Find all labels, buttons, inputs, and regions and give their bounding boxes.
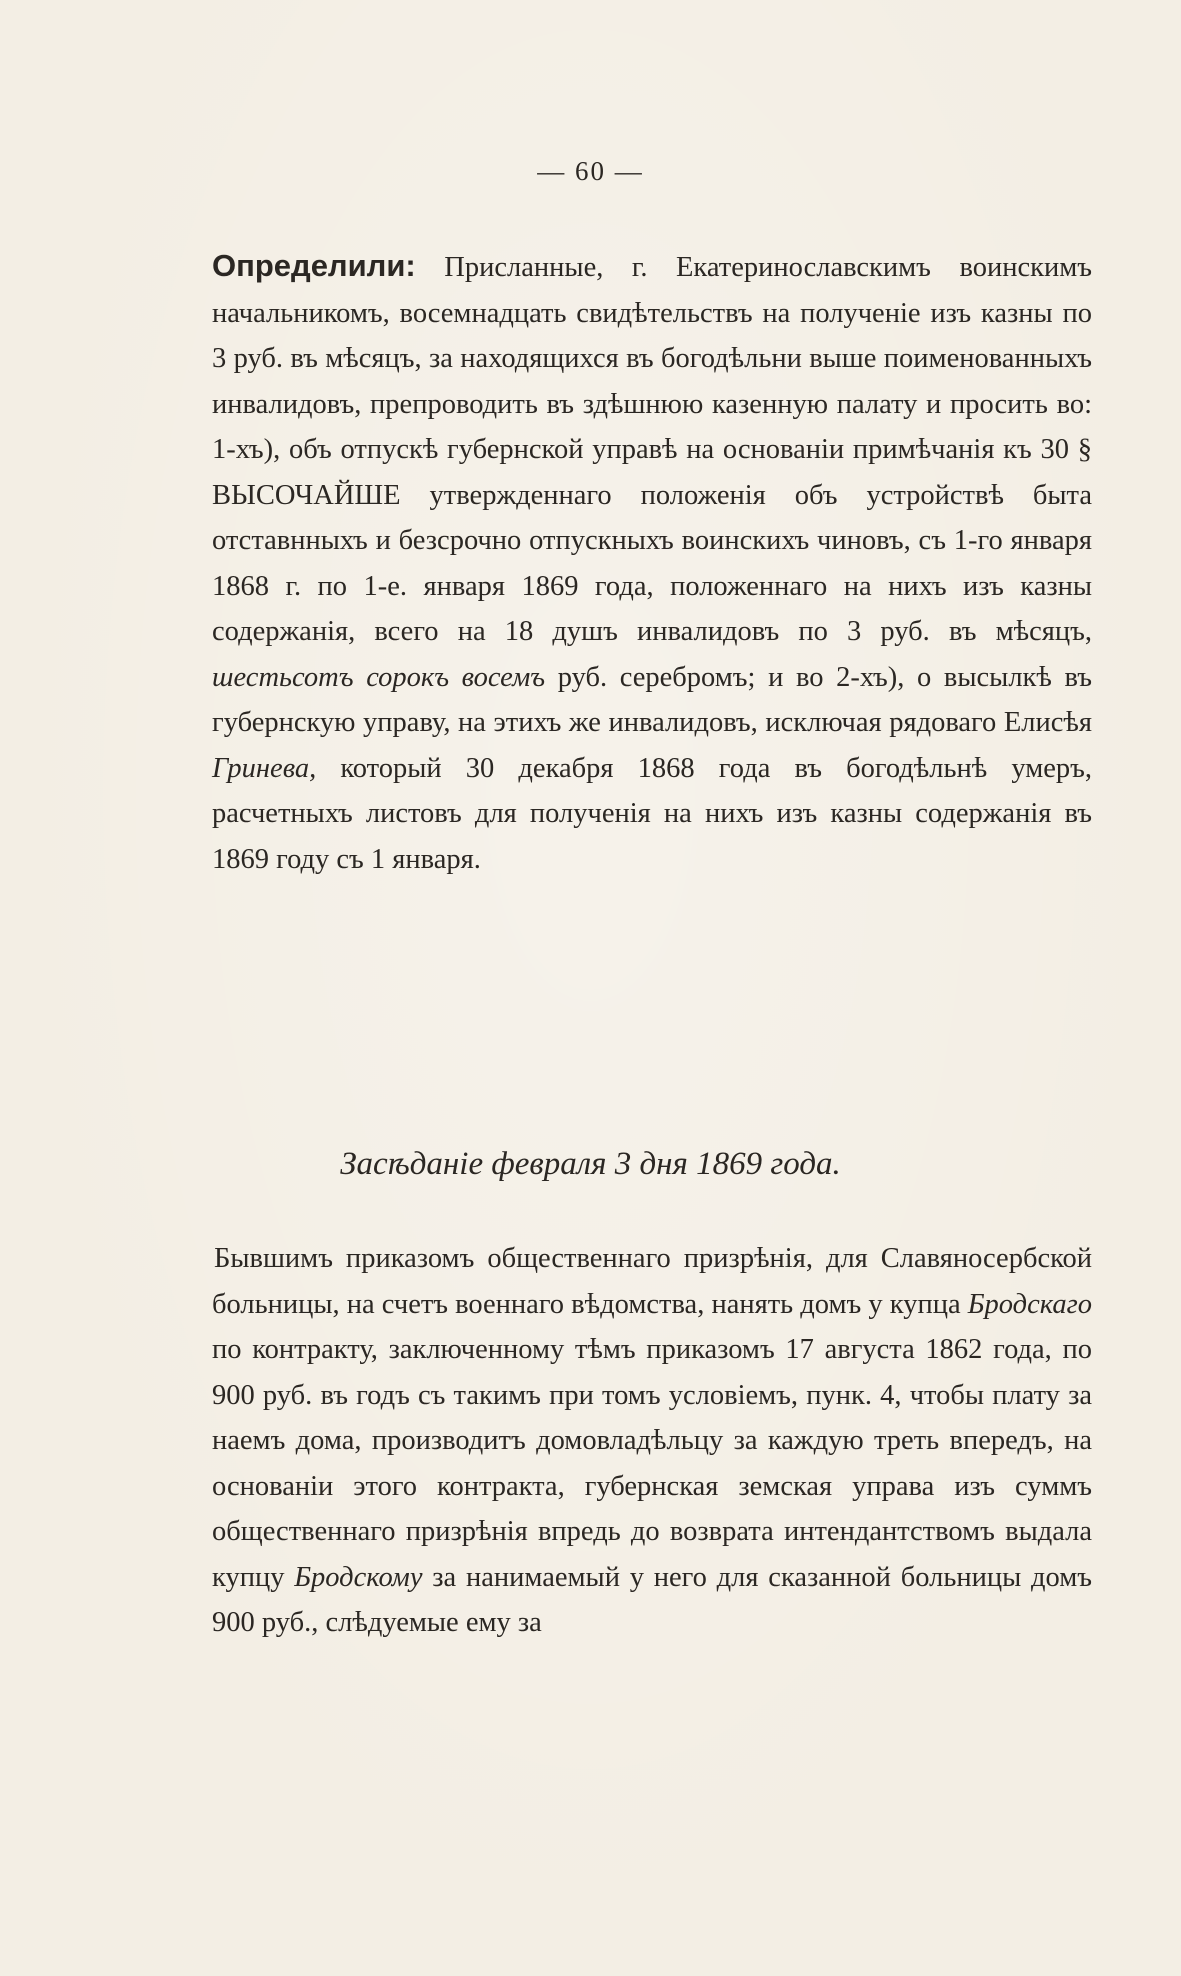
paragraph-lead-word: Определили:: [212, 248, 416, 283]
italic-name: Гринева,: [212, 752, 317, 784]
page-number: — 60 —: [537, 156, 644, 186]
paragraph-text: за нанимаемый у него для сказанной больницы домъ 900 руб., слѣдуемые ему за: [212, 1561, 1092, 1638]
italic-name: Бродскому: [294, 1561, 423, 1593]
paragraph-text: Присланные, г. Екатеринославскимъ воинскимъ начальникомъ, восемнадцать свидѣтельствъ на полученіе изъ казны по 3 руб. въ мѣсяцъ, за находящихся въ богодѣльни выше поименованныхъ инвалидовъ, препроводить въ здѣшнюю казенную палату и просить во: 1-хъ), объ отпускѣ губернской управѣ на основаніи примѣчанія къ 30 § ВЫСОЧАЙШЕ утвержденнаго положенія объ устройствѣ быта отставнныхъ и безсрочно отпускныхъ воинскихъ чиновъ, съ 1-го января 1868 г. по 1-е. января 1869 года, положеннаго на нихъ изъ казны содержанія, всего на 18 душъ инвалидовъ по 3 руб. въ мѣсяцъ,: [212, 252, 1092, 647]
session-paragraph: [212, 1236, 1092, 1646]
italic-amount: шестьсотъ сорокъ восемъ: [212, 661, 546, 693]
italic-name: Бродскаго: [967, 1288, 1092, 1320]
resolution-paragraph: [212, 243, 1092, 882]
paragraph-text: по контракту, заключенному тѣмъ приказомъ 17 августа 1862 года, по 900 руб. въ годъ съ такимъ при томъ условіемъ, пунк. 4, чтобы плату за наемъ дома, производитъ домовладѣльцу за каждую треть впередъ, на основаніи этого контракта, губернская земская управа изъ суммъ общественнаго призрѣнія впредь до возврата интендантствомъ выдала купцу: [212, 1334, 1092, 1593]
paragraph-text: который 30 декабря 1868 года въ богодѣльнѣ умеръ, расчетныхъ листовъ для полученія на нихъ изъ казны содержанія въ 1869 году съ 1 января.: [212, 752, 1092, 875]
paragraph-text: руб. серебромъ; и во 2-хъ), о высылкѣ въ губернскую управу, на этихъ же инвалидовъ, исключая рядоваго Елисѣя: [212, 661, 1092, 738]
session-heading: Засѣданіе февраля 3 дня 1869 года.: [340, 1146, 841, 1182]
paragraph-text: Бывшимъ приказомъ общественнаго призрѣнія, для Славяносербской больницы, на счетъ военнаго вѣдомства, нанять домъ у купца: [212, 1243, 1092, 1320]
bleed-through-text: [212, 920, 1092, 966]
